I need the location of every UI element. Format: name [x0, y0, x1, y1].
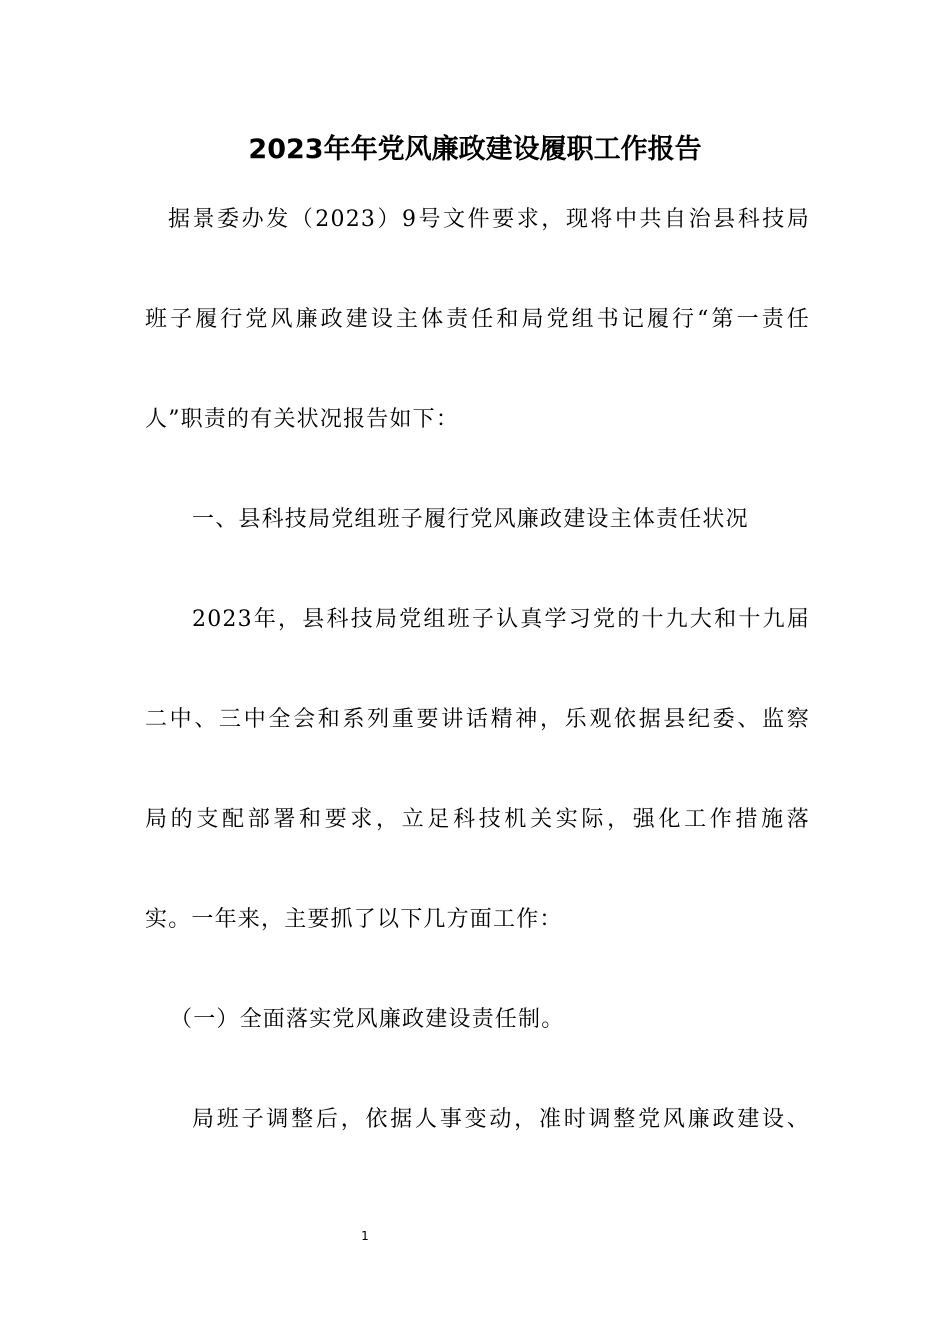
paragraph-line-4: 2023年，县科技局党组班子认真学习党的十九大和十九届 — [192, 607, 810, 632]
subsection-heading-1: （一）全面落实党风廉政建设责任制。 — [170, 1007, 565, 1032]
paragraph-line-7: 实。一年来，主要抓了以下几方面工作： — [145, 907, 563, 932]
paragraph-line-8: 局班子调整后，依据人事变动，准时调整党风廉政建设、 — [192, 1107, 810, 1132]
section-heading-1: 一、县科技局党组班子履行党风廉政建设主体责任状况 — [192, 507, 749, 532]
paragraph-line-1: 据景委办发（2023）9号文件要求，现将中共自治县科技局 — [168, 207, 810, 232]
paragraph-line-2: 班子履行党风廉政建设主体责任和局党组书记履行“第一责任 — [145, 307, 810, 332]
paragraph-line-6: 局的支配部署和要求，立足科技机关实际，强化工作措施落 — [145, 807, 810, 832]
paragraph-line-5: 二中、三中全会和系列重要讲话精神，乐观依据县纪委、监察 — [145, 707, 810, 732]
page-number: 1 — [361, 1229, 369, 1243]
document-title: 2023年年党风廉政建设履职工作报告 — [248, 134, 702, 165]
paragraph-line-3: 人”职责的有关状况报告如下： — [145, 407, 460, 432]
